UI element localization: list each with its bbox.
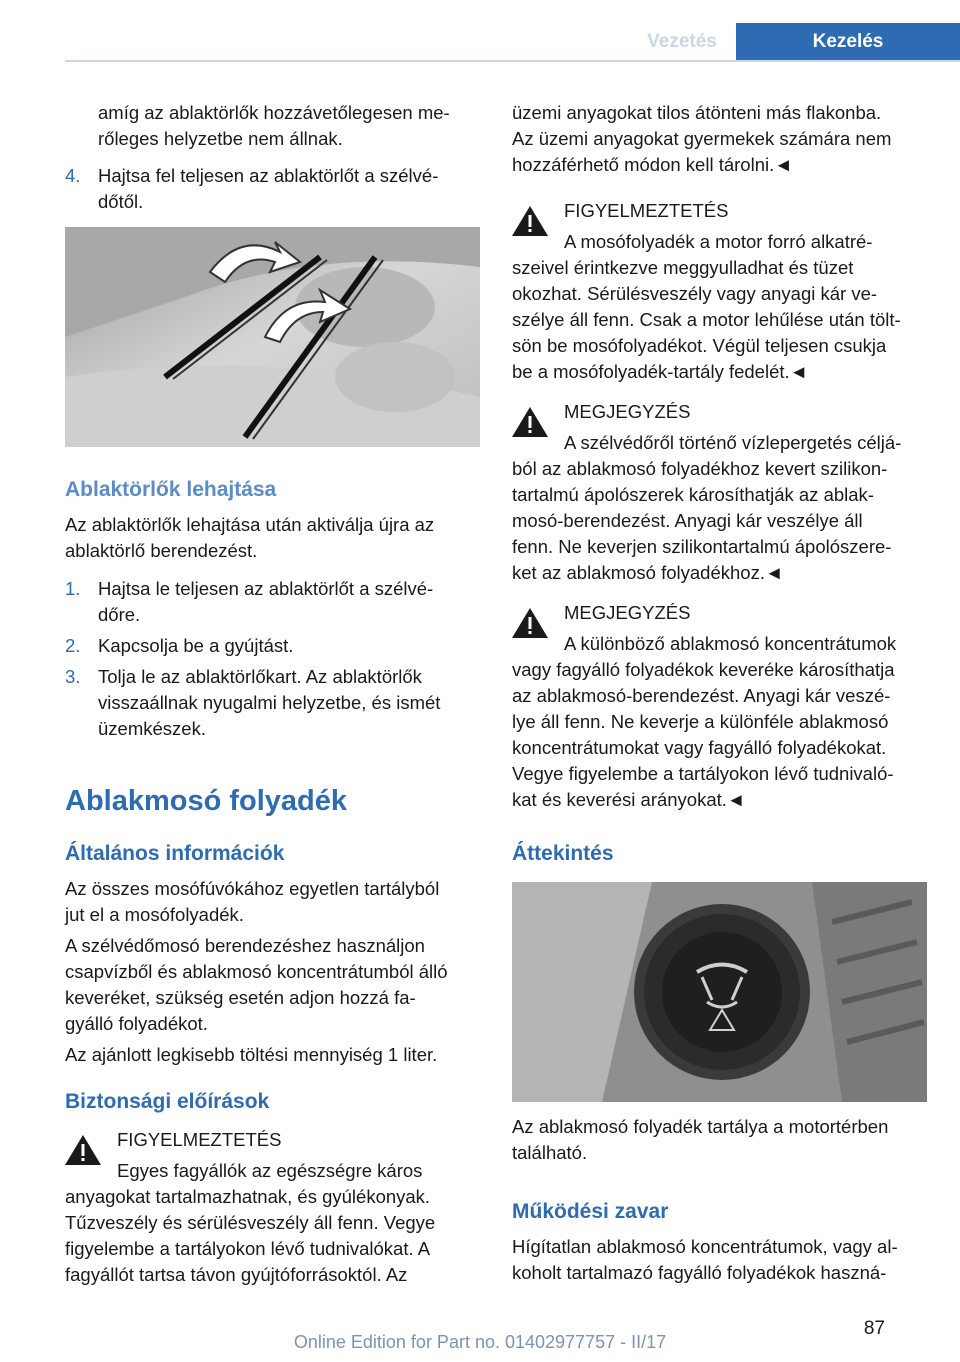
warning-line: szeivel érintkezve meggyulladhat és tüzet	[512, 257, 854, 278]
safety-heading: Biztonsági előírások	[65, 1090, 270, 1113]
paragraph-line: Az ajánlott legkisebb töltési mennyiség 1 liter.	[65, 1044, 438, 1065]
overview-heading: Áttekintés	[512, 842, 614, 865]
note-line: ból az ablakmosó folyadékhoz kevert szilikon-	[512, 458, 888, 479]
warning-title: FIGYELMEZTETÉS	[564, 200, 729, 221]
windshield-wiper-illustration	[65, 227, 480, 447]
note-line: A szélvédőről történő vízlepergetés céljá-	[564, 432, 902, 453]
paragraph-line: A szélvédőmosó berendezéshez használjon	[65, 935, 425, 956]
step-text: dőtől.	[98, 191, 144, 212]
footer-edition-text: Online Edition for Part no. 01402977757 - II/17	[293, 1332, 667, 1352]
warning-line: okozhat. Sérülésveszély vagy anyagi kár ve-	[512, 283, 878, 304]
note-line: fenn. Ne keverjen szilikontartalmú ápolószere-	[512, 536, 892, 557]
note-line: lye áll fenn. Ne keverje a különféle ablakmosó	[512, 711, 889, 732]
note-line: A különböző ablakmosó koncentrátumok	[564, 633, 897, 654]
tab-vezetes[interactable]: Vezetés	[647, 31, 717, 52]
reservoir-photo	[512, 882, 927, 1102]
warning-title: FIGYELMEZTETÉS	[117, 1129, 282, 1150]
step-number: 3.	[65, 666, 81, 687]
fold-heading: Ablaktörlők lehajtása	[65, 478, 277, 501]
fold-intro-line: Az ablaktörlők lehajtása után aktiválja újra az	[65, 514, 435, 535]
note-title: MEGJEGYZÉS	[564, 401, 691, 422]
step-number: 2.	[65, 635, 81, 656]
note-title: MEGJEGYZÉS	[564, 602, 691, 623]
paragraph-line: Az üzemi anyagokat gyermekek számára nem	[512, 128, 892, 149]
header-rule	[65, 60, 960, 62]
tab-kezeles[interactable]: Kezelés	[736, 23, 960, 60]
washer-reservoir-cap-illustration	[512, 882, 927, 1102]
caption-line: Az ablakmosó folyadék tartálya a motortérben	[512, 1116, 889, 1137]
note-line: ket az ablakmosó folyadékhoz.◄	[512, 562, 784, 583]
paragraph-line: koholt tartalmazó fagyálló folyadékok haszná-	[512, 1262, 887, 1283]
warning-line: fagyállót tartsa távon gyújtóforrásoktól. Az	[65, 1264, 408, 1285]
fault-heading: Működési zavar	[512, 1200, 669, 1223]
paragraph-line: gyálló folyadékot.	[65, 1013, 208, 1034]
general-heading: Általános információk	[65, 842, 285, 865]
paragraph-line: hozzáférhető módon kell tárolni.◄	[512, 154, 793, 175]
paragraph-line: keveréket, szükség esetén adjon hozzá fa-	[65, 987, 416, 1008]
step-text: visszaállnak nyugalmi helyzetbe, és ismét	[98, 692, 441, 713]
warning-line: Egyes fagyállók az egészségre káros	[117, 1160, 423, 1181]
step-text: dőre.	[98, 604, 141, 625]
section-title: Ablakmosó folyadék	[65, 785, 348, 817]
caption-line: található.	[512, 1142, 588, 1163]
step-text: Tolja le az ablaktörlőkart. Az ablaktörlők	[98, 666, 422, 687]
warning-line: Tűzveszély és sérülésveszély áll fenn. Vegye	[65, 1212, 436, 1233]
wiper-photo	[65, 227, 480, 447]
warning-line: szélye áll fenn. Csak a motor lehűlése után tölt-	[512, 309, 901, 330]
step-text: üzemkészek.	[98, 718, 206, 739]
warning-line: A mosófolyadék a motor forró alkatré-	[564, 231, 873, 252]
step-number: 1.	[65, 578, 81, 599]
paragraph-line: üzemi anyagokat tilos átönteni más flakonba.	[512, 102, 882, 123]
intro-line-2: rőleges helyzetbe nem állnak.	[98, 128, 343, 149]
note-line: vagy fagyálló folyadékok keveréke károsíthatja	[512, 659, 895, 680]
paragraph-line: csapvízből és ablakmosó koncentrátumból álló	[65, 961, 448, 982]
note-line: mosó-berendezést. Anyagi kár veszélye áll	[512, 510, 863, 531]
step-text: Hajtsa fel teljesen az ablaktörlőt a szélvé-	[98, 165, 439, 186]
step-text: Hajtsa le teljesen az ablaktörlőt a szélvé-	[98, 578, 434, 599]
note-icon	[510, 405, 550, 439]
note-line: az ablakmosó-berendezést. Anyagi kár veszé-	[512, 685, 891, 706]
paragraph-line: Hígítatlan ablakmosó koncentrátumok, vagy al-	[512, 1236, 898, 1257]
footer-edition	[0, 1332, 960, 1353]
warning-line: be a mosófolyadék-tartály fedelét.◄	[512, 361, 808, 382]
fold-intro-line: ablaktörlő berendezést.	[65, 540, 258, 561]
warning-line: anyagokat tartalmazhatnak, és gyúlékonyak.	[65, 1186, 431, 1207]
warning-line: sön be mosófolyadékot. Végül teljesen csukja	[512, 335, 887, 356]
page-number: 87	[863, 1318, 885, 1339]
step-number: 4.	[65, 165, 81, 186]
note-line: kat és keverési arányokat.◄	[512, 789, 746, 810]
step-text: Kapcsolja be a gyújtást.	[98, 635, 294, 656]
warning-line: figyelembe a tartályokon lévő tudnivalókat. A	[65, 1238, 431, 1259]
note-line: koncentrátumokat vagy fagyálló folyadékokat.	[512, 737, 887, 758]
note-line: tartalmú ápolószerek károsíthatják az ablak-	[512, 484, 874, 505]
note-line: Vegye figyelembe a tartályokon lévő tudnivaló-	[512, 763, 894, 784]
paragraph-line: jut el a mosófolyadék.	[65, 904, 244, 925]
intro-line-1: amíg az ablaktörlők hozzávetőlegesen me-	[98, 102, 450, 123]
paragraph-line: Az összes mosófúvókához egyetlen tartályból	[65, 878, 440, 899]
warning-icon	[63, 1133, 103, 1167]
note-icon	[510, 606, 550, 640]
warning-icon	[510, 204, 550, 238]
